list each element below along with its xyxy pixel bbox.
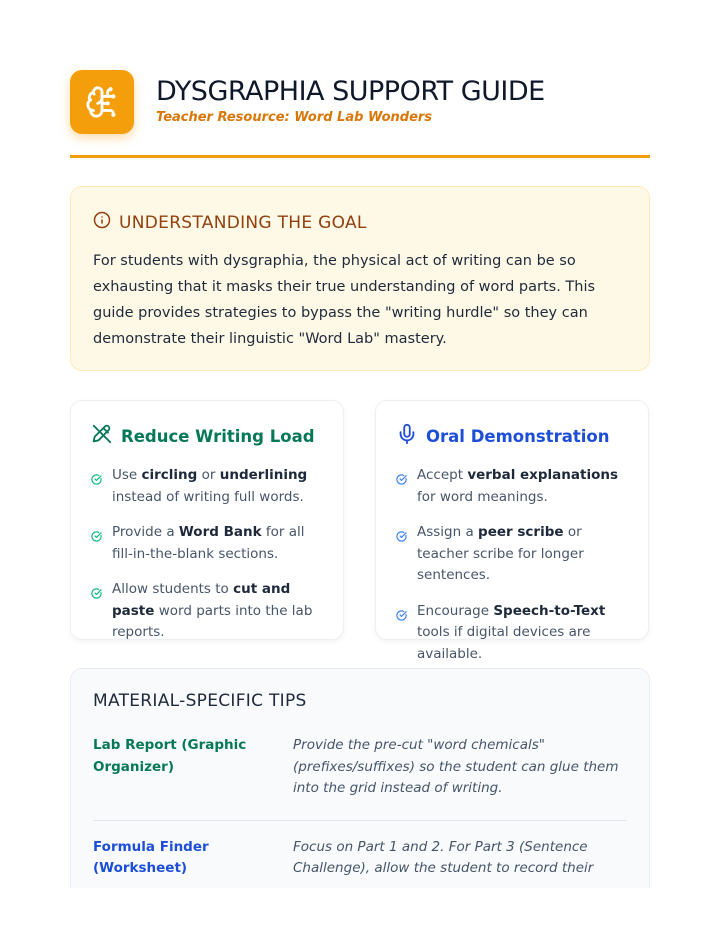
check-circle-icon (91, 585, 102, 644)
list-item: Use circling or underlining instead of writing full words. (91, 465, 323, 508)
reduce-list (91, 465, 323, 644)
list-item: Allow students to cut and paste word parts into the lab reports. (91, 579, 323, 644)
reduce-card-heading (91, 423, 323, 449)
check-circle-icon (91, 471, 102, 508)
pencil-off-icon (91, 423, 113, 449)
table-row (93, 735, 627, 820)
goal-callout (70, 186, 650, 371)
list-item: Accept verbal explanations for word meanings. (396, 465, 628, 508)
microphone-icon (396, 423, 418, 449)
header-divider (70, 155, 650, 158)
reduce-card-title: Reduce Writing Load (121, 426, 315, 446)
oral-card-heading (396, 423, 628, 449)
check-circle-icon (396, 471, 407, 508)
check-circle-icon (396, 607, 407, 666)
page-subtitle: Teacher Resource: Word Lab Wonders (156, 110, 433, 125)
tip-description: Focus on Part 1 and 2. For Part 3 (Sentence Challenge), allow the student to record their (293, 838, 594, 876)
tip-description: Provide the pre-cut "word chemicals" (prefixes/suffixes) so the student can glue them into the grid instead of writing. (293, 737, 619, 796)
check-circle-icon (396, 528, 407, 587)
oral-list (396, 465, 628, 665)
tips-heading: MATERIAL-SPECIFIC TIPS (93, 691, 307, 711)
info-icon (93, 211, 111, 234)
table-row (93, 820, 627, 880)
tip-material-name: Lab Report (Graphic Organizer) (93, 737, 247, 775)
list-item: Assign a peer scribe or teacher scribe for longer sentences. (396, 522, 628, 587)
page-header (70, 70, 650, 136)
oral-demonstration-card (375, 400, 649, 662)
reduce-writing-load-card (70, 400, 344, 640)
page-title: DYSGRAPHIA SUPPORT GUIDE (156, 76, 545, 107)
check-circle-icon (91, 528, 102, 565)
tip-material-name: Formula Finder (Worksheet) (93, 838, 209, 876)
oral-card-title: Oral Demonstration (426, 426, 610, 446)
list-item: Provide a Word Bank for all fill-in-the-blank sections. (91, 522, 323, 565)
brain-icon (70, 70, 134, 134)
page-bottom-crop (0, 888, 720, 932)
goal-text: For students with dysgraphia, the physical act of writing can be so exhausting that it masks their true understanding of word parts. This guide provides strategies to bypass the "writing hurdle" so they can demonstrate their linguistic "Word Lab" mastery. (93, 253, 596, 347)
goal-heading (93, 211, 627, 234)
list-item: Encourage Speech-to-Text tools if digital devices are available. (396, 601, 628, 666)
goal-heading-text: UNDERSTANDING THE GOAL (119, 212, 367, 233)
